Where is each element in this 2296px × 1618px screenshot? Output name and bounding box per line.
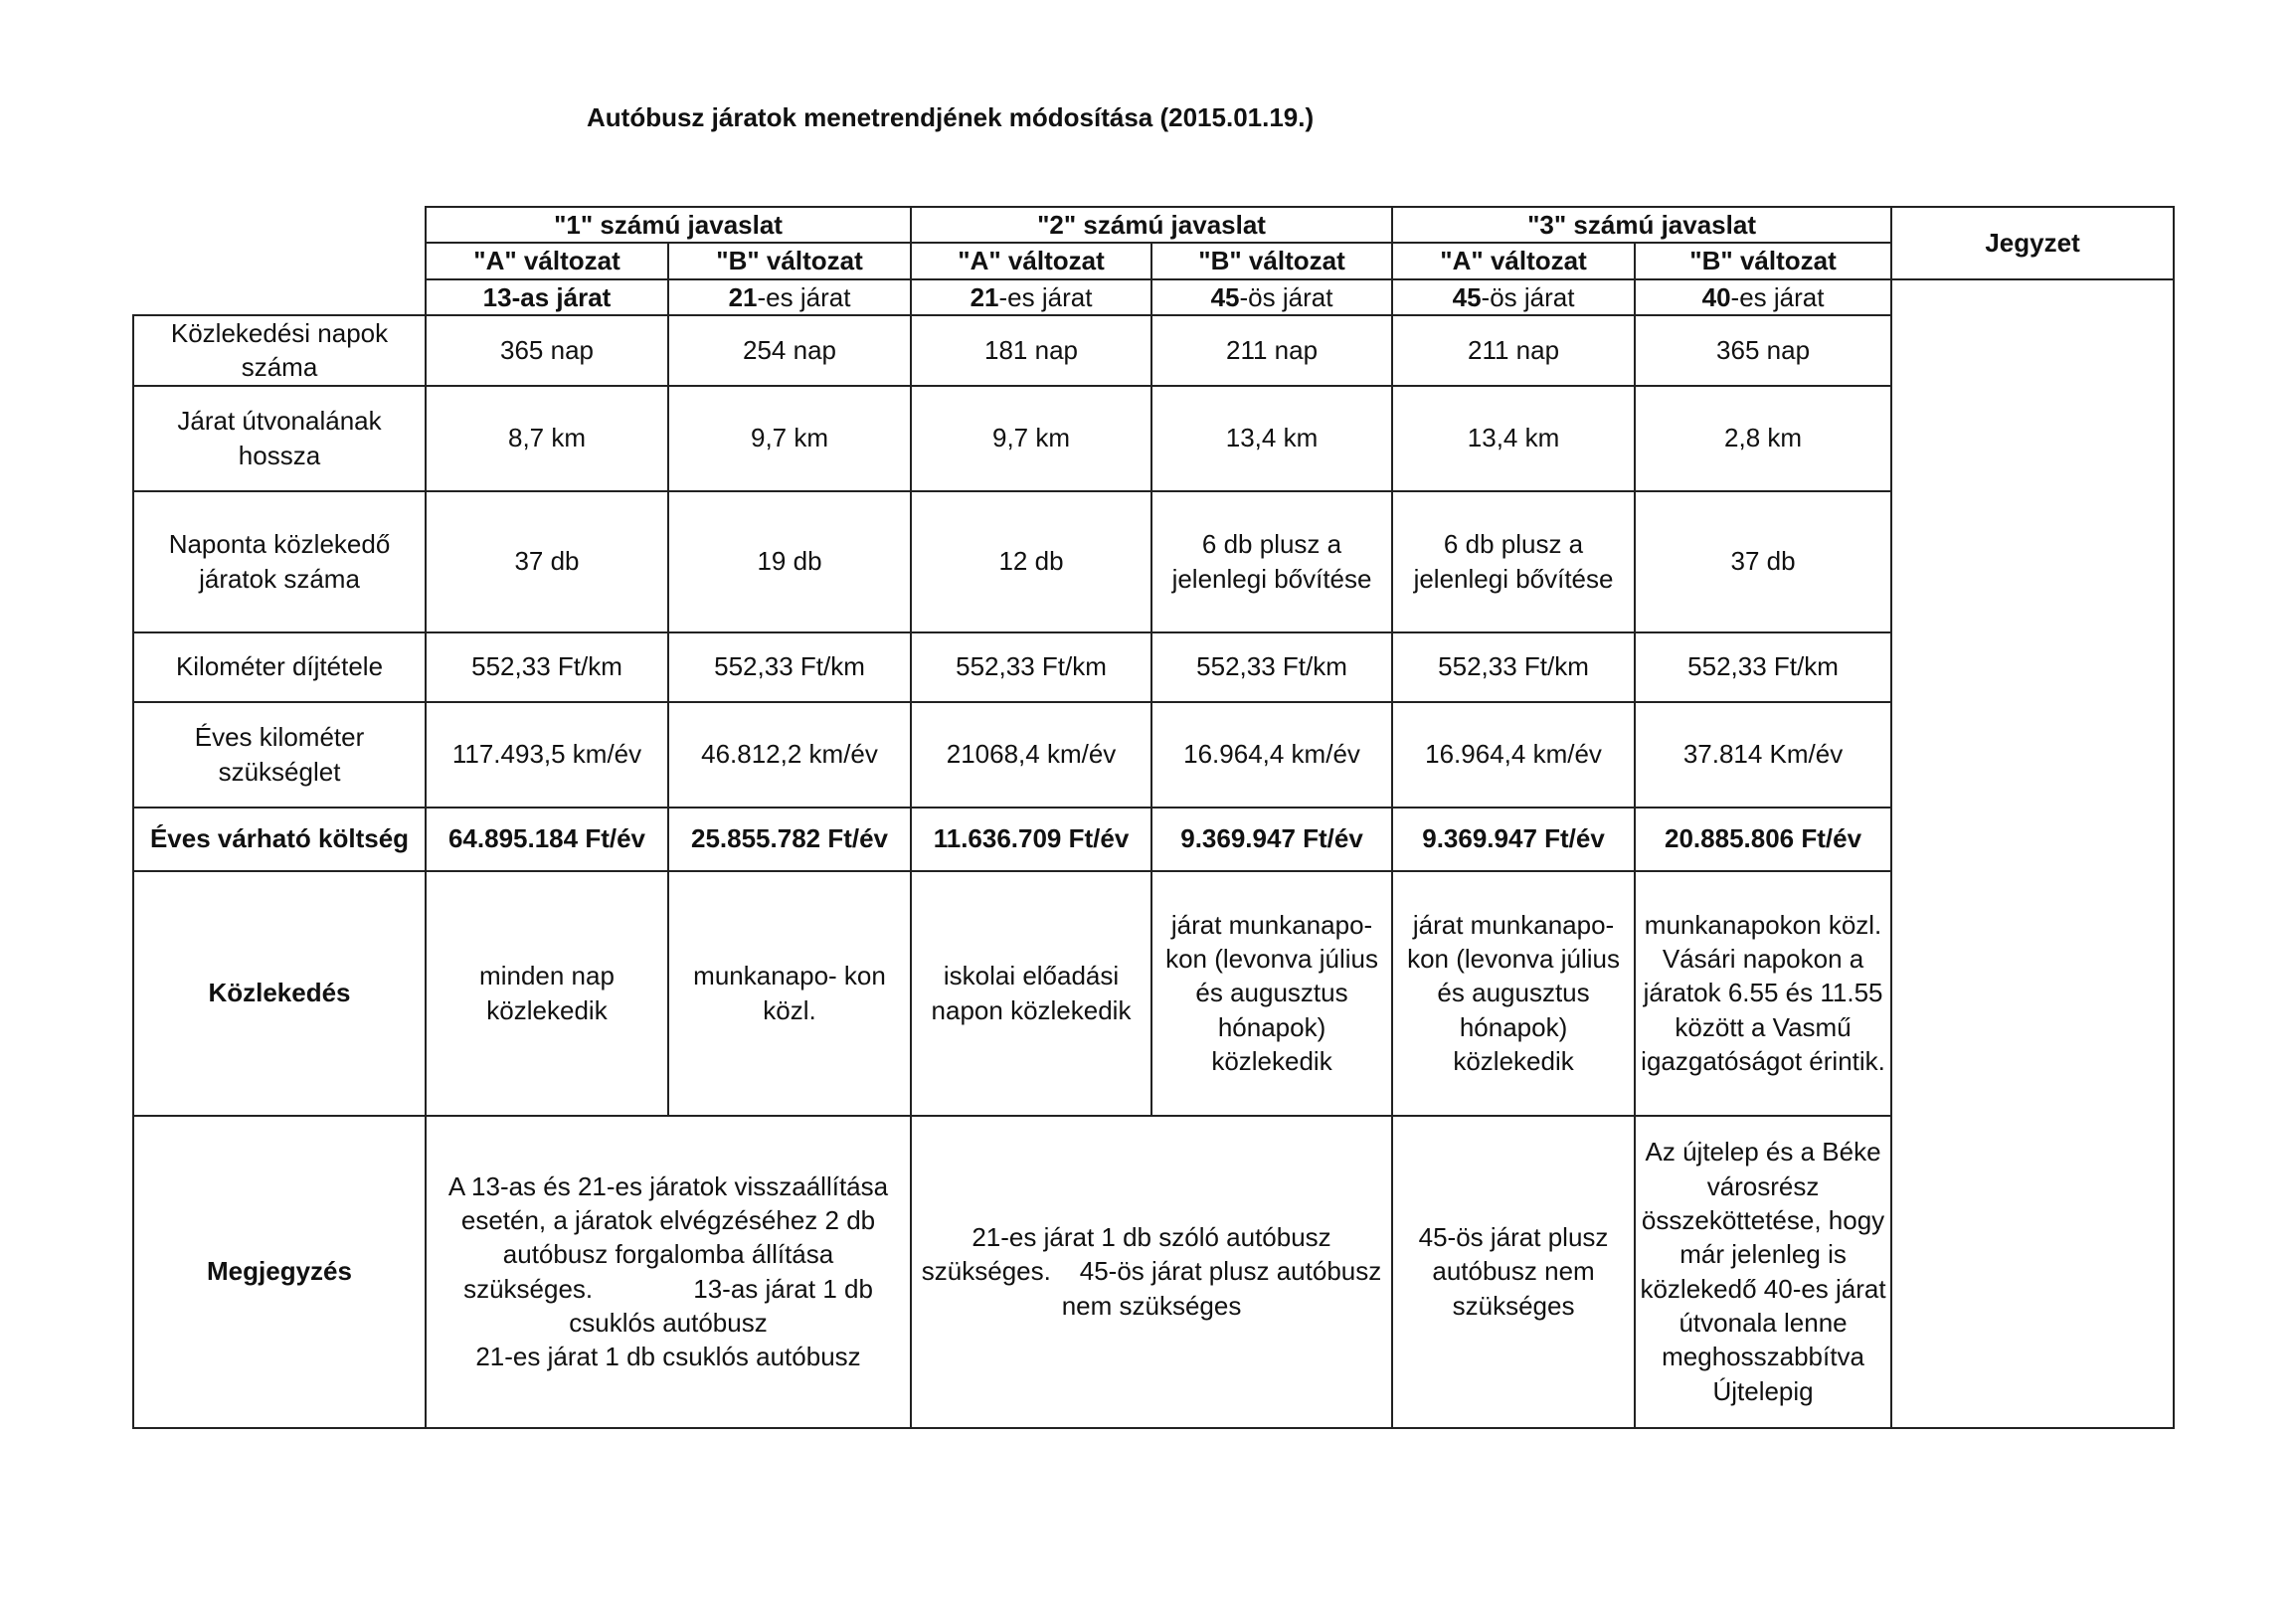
table-cell: munkanapokon közl. Vásári napokon a járatok 6.55 és 11.55 között a Vasmű igazgatóságot érintik. xyxy=(1635,871,1891,1116)
table-cell: 254 nap xyxy=(668,315,911,386)
variant-1a: "A" változat xyxy=(426,243,668,278)
table-cell: 2,8 km xyxy=(1635,386,1891,491)
remark-proposal-1: A 13-as és 21-es járatok visszaállítása esetén, a járatok elvégzéséhez 2 db autóbusz forgalomba állítása szükséges. 13-as járat 1 db csuklós autóbusz 21-es járat 1 db csuklós autóbusz xyxy=(426,1116,911,1428)
variant-3a: "A" változat xyxy=(1392,243,1635,278)
table-cell: 6 db plusz a jelenlegi bővítése xyxy=(1151,491,1392,632)
route-2b xyxy=(1151,279,1392,315)
table-cell: 46.812,2 km/év xyxy=(668,702,911,808)
table-cell: minden nap közlekedik xyxy=(426,871,668,1116)
route-suffix: -ös járat xyxy=(1239,281,1333,312)
route-number: 45 xyxy=(1452,281,1482,312)
remark-proposal-3b: Az újtelep és a Béke városrész összeköttetése, hogy már jelenleg is közlekedő 40-es járat útvonala lenne meghosszabbítva Újtelepig xyxy=(1635,1116,1891,1428)
route-suffix: -as járat xyxy=(511,281,612,312)
table-cell: 181 nap xyxy=(911,315,1151,386)
table-cell: 365 nap xyxy=(1635,315,1891,386)
corner-cell xyxy=(133,207,426,315)
proposal-2-header: "2" számú javaslat xyxy=(911,207,1392,243)
table-cell: 20.885.806 Ft/év xyxy=(1635,808,1891,871)
document-title: Autóbusz járatok menetrendjének módosítása (2015.01.19.) xyxy=(587,102,1315,132)
table-row xyxy=(133,871,2174,1116)
route-1b xyxy=(668,279,911,315)
row-label-km-rate: Kilométer díjtétele xyxy=(133,632,426,702)
route-1a xyxy=(426,279,668,315)
route-suffix: -es járat xyxy=(998,281,1093,312)
note-body xyxy=(1891,279,2174,1428)
table-cell: járat munkanapo- kon (levonva július és augusztus hónapok) közlekedik xyxy=(1392,871,1635,1116)
note-header: Jegyzet xyxy=(1891,207,2174,279)
row-label-days: Közlekedési napok száma xyxy=(133,315,426,386)
table-cell: 37 db xyxy=(1635,491,1891,632)
table-cell: 8,7 km xyxy=(426,386,668,491)
route-suffix: -es járat xyxy=(1730,281,1825,312)
table-cell: 37.814 Km/év xyxy=(1635,702,1891,808)
route-number: 45 xyxy=(1210,281,1240,312)
table-row xyxy=(133,1116,2174,1428)
table-cell: 117.493,5 km/év xyxy=(426,702,668,808)
route-number: 40 xyxy=(1701,281,1731,312)
schedule-table xyxy=(132,206,2175,1429)
table-cell: 9.369.947 Ft/év xyxy=(1392,808,1635,871)
table-row xyxy=(133,315,2174,386)
row-label-remark: Megjegyzés xyxy=(133,1116,426,1428)
variant-3b: "B" változat xyxy=(1635,243,1891,278)
proposal-3-header: "3" számú javaslat xyxy=(1392,207,1891,243)
table-row xyxy=(133,808,2174,871)
table-cell: 13,4 km xyxy=(1151,386,1392,491)
row-label-annual-cost: Éves várható költség xyxy=(133,808,426,871)
table-cell: járat munkanapo- kon (levonva július és augusztus hónapok) közlekedik xyxy=(1151,871,1392,1116)
table-cell: 11.636.709 Ft/év xyxy=(911,808,1151,871)
table-cell: 365 nap xyxy=(426,315,668,386)
row-label-daily-trips: Naponta közlekedő járatok száma xyxy=(133,491,426,632)
table-cell: 552,33 Ft/km xyxy=(1635,632,1891,702)
row-label-annual-km: Éves kilométer szükséglet xyxy=(133,702,426,808)
table-row xyxy=(133,702,2174,808)
table-cell: 9,7 km xyxy=(668,386,911,491)
table-cell: 21068,4 km/év xyxy=(911,702,1151,808)
row-label-operation: Közlekedés xyxy=(133,871,426,1116)
header-row-routes xyxy=(133,279,2174,315)
table-cell: 13,4 km xyxy=(1392,386,1635,491)
table-row xyxy=(133,491,2174,632)
table-cell: 552,33 Ft/km xyxy=(1151,632,1392,702)
route-number: 21 xyxy=(970,281,999,312)
table-cell: 211 nap xyxy=(1392,315,1635,386)
schedule-table-frame xyxy=(132,206,2173,1425)
table-row xyxy=(133,386,2174,491)
table-cell: 6 db plusz a jelenlegi bővítése xyxy=(1392,491,1635,632)
variant-2a: "A" változat xyxy=(911,243,1151,278)
route-number: 13 xyxy=(482,281,512,312)
table-cell: 16.964,4 km/év xyxy=(1392,702,1635,808)
variant-2b: "B" változat xyxy=(1151,243,1392,278)
table-cell: 12 db xyxy=(911,491,1151,632)
table-cell: 64.895.184 Ft/év xyxy=(426,808,668,871)
table-cell: 552,33 Ft/km xyxy=(426,632,668,702)
table-cell: 16.964,4 km/év xyxy=(1151,702,1392,808)
header-row-variants xyxy=(133,243,2174,278)
table-cell: 211 nap xyxy=(1151,315,1392,386)
remark-proposal-3a: 45-ös járat plusz autóbusz nem szükséges xyxy=(1392,1116,1635,1428)
remark-proposal-2: 21-es járat 1 db szóló autóbusz szükséges. 45-ös járat plusz autóbusz nem szükséges xyxy=(911,1116,1392,1428)
table-cell: 552,33 Ft/km xyxy=(1392,632,1635,702)
route-suffix: -es járat xyxy=(757,281,851,312)
header-row-proposals xyxy=(133,207,2174,243)
route-3b xyxy=(1635,279,1891,315)
route-3a xyxy=(1392,279,1635,315)
table-cell: 9,7 km xyxy=(911,386,1151,491)
route-suffix: -ös járat xyxy=(1481,281,1575,312)
variant-1b: "B" változat xyxy=(668,243,911,278)
table-cell: munkanapo- kon közl. xyxy=(668,871,911,1116)
table-cell: 37 db xyxy=(426,491,668,632)
table-cell: 19 db xyxy=(668,491,911,632)
route-2a xyxy=(911,279,1151,315)
table-row xyxy=(133,632,2174,702)
table-cell: 25.855.782 Ft/év xyxy=(668,808,911,871)
table-cell: 552,33 Ft/km xyxy=(911,632,1151,702)
table-cell: 552,33 Ft/km xyxy=(668,632,911,702)
table-cell: iskolai előadási napon közlekedik xyxy=(911,871,1151,1116)
route-number: 21 xyxy=(728,281,758,312)
row-label-length: Járat útvonalának hossza xyxy=(133,386,426,491)
proposal-1-header: "1" számú javaslat xyxy=(426,207,911,243)
table-cell: 9.369.947 Ft/év xyxy=(1151,808,1392,871)
